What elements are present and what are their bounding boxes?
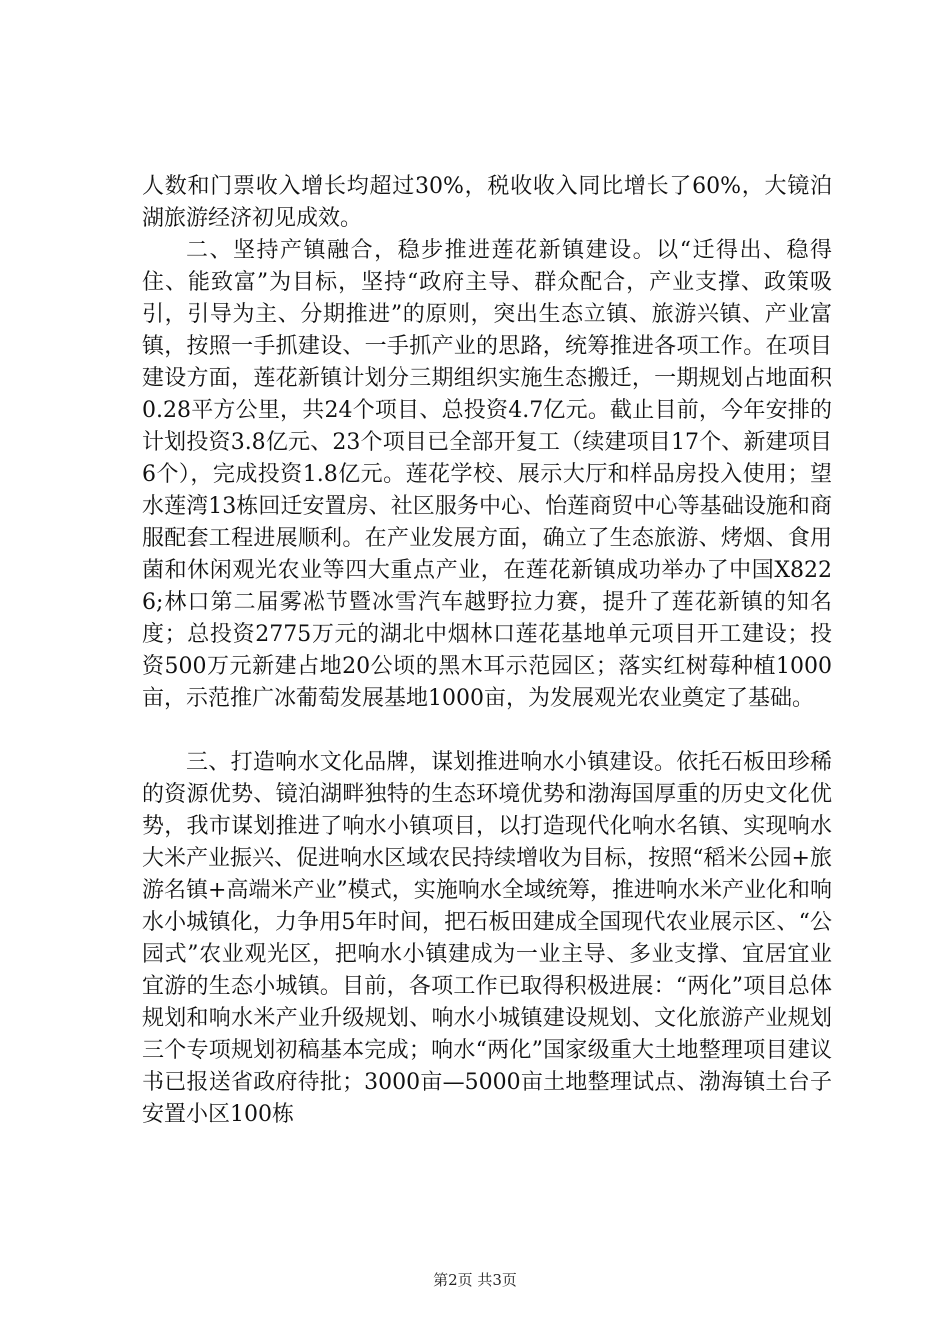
- page-footer: 第2页 共3页: [433, 1271, 517, 1289]
- paragraph-continuation: 人数和门票收入增长均超过30%，税收收入同比增长了60%，大镜泊湖旅游经济初见成效。: [142, 174, 832, 231]
- paragraph-section-two: 二、坚持产镇融合，稳步推进莲花新镇建设。以“迁得出、稳得住、能致富”为目标，坚持“政府主导、群众配合，产业支撑、政策吸引，引导为主、分期推进”的原则，突出生态立镇、旅游兴镇、产业富镇，按照一手抓建设、一手抓产业的思路，统筹推进各项工作。在项目建设方面，莲花新镇计划分三期组织实施生态搬迁，一期规划占地面积0.28平方公里，共24个项目、总投资4.7亿元。截止目前，今年安排的计划投资3.8亿元、23个项目已全部开复工（续建项目17个、新建项目6个），完成投资1.8亿元。莲花学校、展示大厅和样品房投入使用；望水莲湾13栋回迁安置房、社区服务中心、怡莲商贸中心等基础设施和商服配套工程进展顺利。在产业发展方面，确立了生态旅游、烤烟、食用菌和休闲观光农业等四大重点产业，在莲花新镇成功举办了中国X8226;林口第二届雾凇节暨冰雪汽车越野拉力赛，提升了莲花新镇的知名度；总投资2775万元的湖北中烟林口莲花基地单元项目开工建设；投资500万元新建占地20公顷的黑木耳示范园区；落实红树莓种植1000亩，示范推广冰葡萄发展基地1000亩，为发展观光农业奠定了基础。: [142, 238, 832, 711]
- document-body: [142, 171, 832, 1131]
- paragraph-section-three: 三、打造响水文化品牌，谋划推进响水小镇建设。依托石板田珍稀的资源优势、镜泊湖畔独特的生态环境优势和渤海国厚重的历史文化优势，我市谋划推进了响水小镇项目，以打造现代化响水名镇、实现响水大米产业振兴、促进响水区域农民持续增收为目标，按照“稻米公园+旅游名镇+高端米产业”模式，实施响水全域统筹，推进响水米产业化和响水小城镇化，力争用5年时间，把石板田建成全国现代农业展示区、“公园式”农业观光区，把响水小镇建成为一业主导、多业支撑、宜居宜业宜游的生态小城镇。目前，各项工作已取得积极进展：“两化”项目总体规划和响水米产业升级规划、响水小城镇建设规划、文化旅游产业规划三个专项规划初稿基本完成；响水“两化”国家级重大土地整理项目建议书已报送省政府待批；3000亩—5000亩土地整理试点、渤海镇土台子安置小区100栋: [142, 750, 832, 1127]
